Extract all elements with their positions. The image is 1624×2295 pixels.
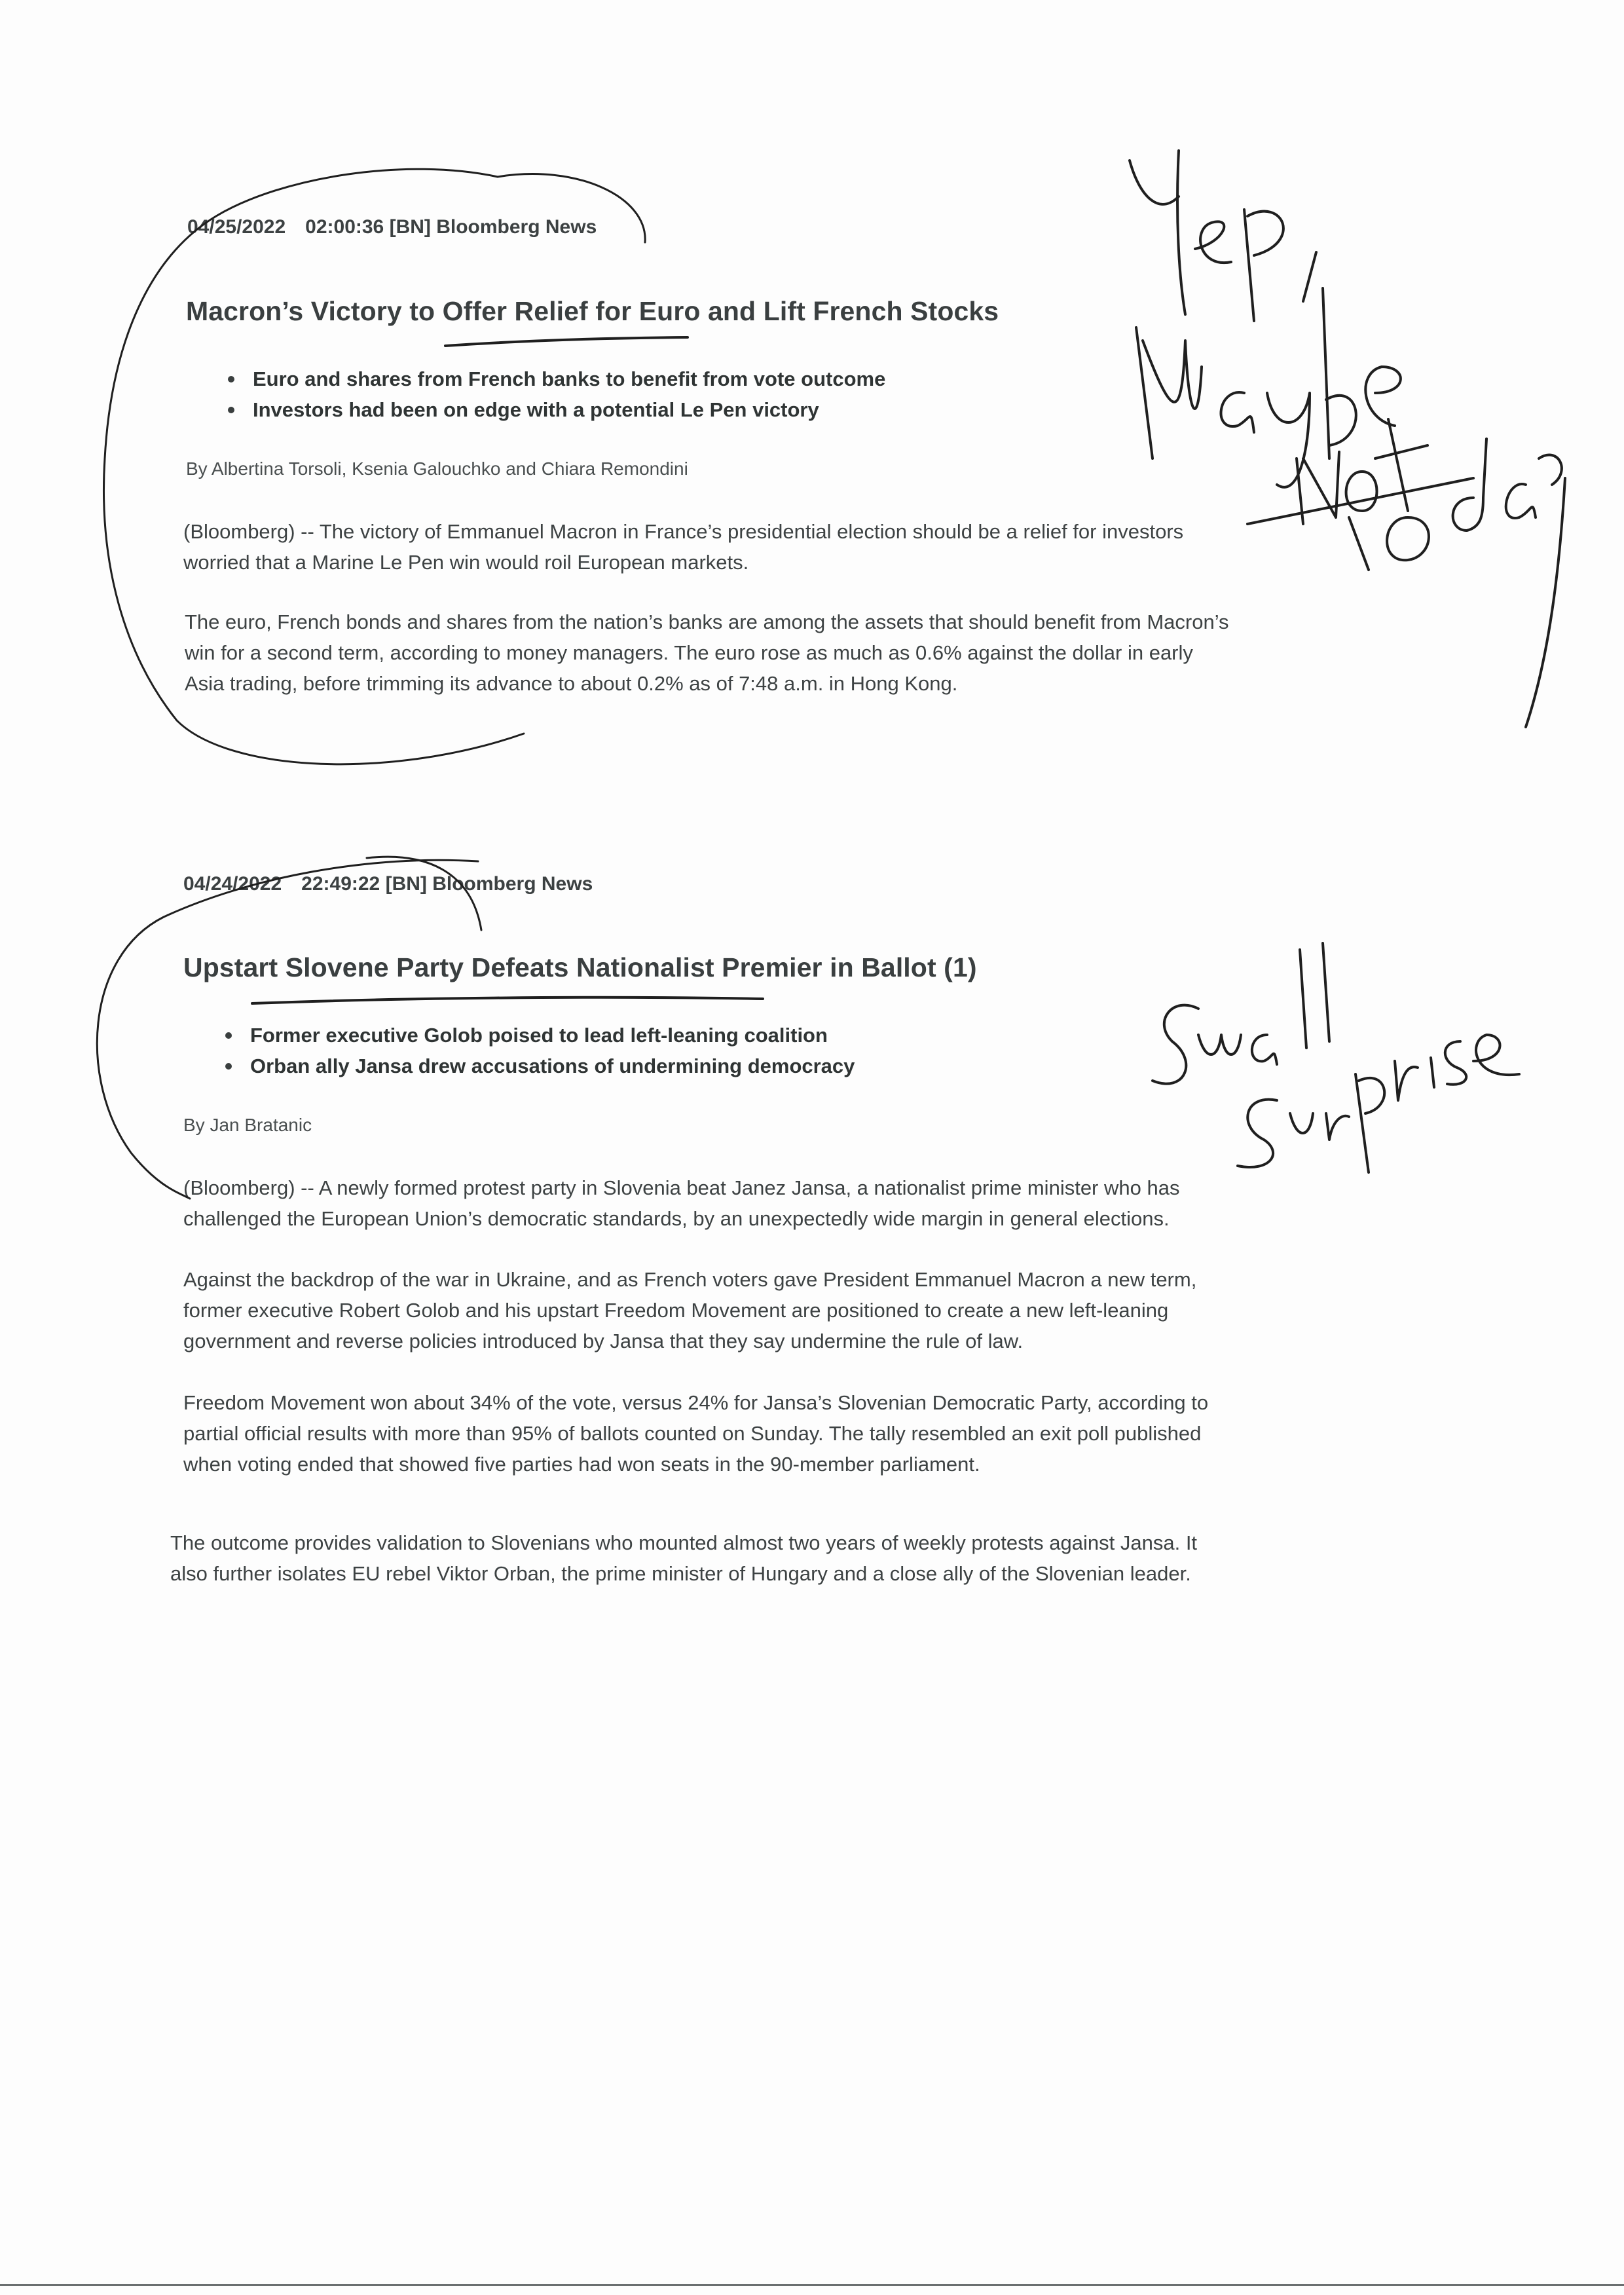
page-bottom-edge: [0, 2284, 1624, 2286]
article-2-dateline: [183, 873, 593, 895]
article-2-bullet: Former executive Golob poised to lead left-leaning coalition: [224, 1020, 855, 1051]
article-2-paragraph: [170, 1527, 1382, 1589]
article-1-bullet-list: [227, 364, 885, 425]
article-2-bullet: Orban ally Jansa drew accusations of undermining democracy: [224, 1051, 855, 1081]
paragraph-line: win for a second term, according to money managers. The euro rose as much as 0.6% against the dollar in early: [185, 641, 1193, 664]
paragraph-line: The euro, French bonds and shares from the nation’s banks are among the assets that should benefit from Macron’s: [185, 610, 1229, 633]
article-2-bullet-list: [224, 1020, 855, 1081]
ink-underline-headline-2: [252, 998, 763, 1003]
paragraph-line: (Bloomberg) -- The victory of Emmanuel Macron in France’s presidential election should be a relief for investors: [183, 520, 1184, 543]
article-2-byline: By Jan Bratanic: [183, 1115, 312, 1135]
article-1-byline: By Albertina Torsoli, Ksenia Galouchko and Chiara Remondini: [186, 458, 688, 479]
paragraph-line: when voting ended that showed five parties had won seats in the 90-member parliament.: [183, 1453, 980, 1476]
handwriting-small: [1153, 943, 1329, 1084]
handwriting-surprise: [1238, 1035, 1519, 1172]
article-1-dateline: [187, 216, 597, 238]
paragraph-line: Freedom Movement won about 34% of the vote, versus 24% for Jansa’s Slovenian Democratic Party, according to: [183, 1391, 1209, 1414]
handwriting-not: [1297, 419, 1428, 524]
ink-underline-headline-1: [445, 337, 688, 346]
article-2-headline: Upstart Slovene Party Defeats Nationalist Premier in Ballot (1): [183, 952, 977, 982]
article-1-time-source: 02:00:36 [BN] Bloomberg News: [305, 216, 597, 238]
paragraph-line: Against the backdrop of the war in Ukraine, and as French voters gave President Emmanuel Macron a new term,: [183, 1268, 1197, 1291]
article-1-date: 04/25/2022: [187, 216, 286, 238]
paragraph-line: government and reverse policies introduced by Jansa that they say undermine the rule of law.: [183, 1330, 1024, 1353]
handwriting-maybe: [1136, 288, 1401, 487]
article-2-paragraph: [183, 1172, 1356, 1234]
article-1-paragraph: [185, 606, 1357, 699]
paragraph-line: (Bloomberg) -- A newly formed protest party in Slovenia beat Janez Jansa, a nationalist prime minister who has: [183, 1176, 1180, 1199]
article-2-time-source: 22:49:22 [BN] Bloomberg News: [301, 873, 593, 895]
paragraph-line: also further isolates EU rebel Viktor Orban, the prime minister of Hungary and a close ally of the Slovenian leader.: [170, 1562, 1191, 1585]
article-1-paragraph: [183, 516, 1356, 578]
article-2-date: 04/24/2022: [183, 873, 282, 895]
article-1-bullet: Investors had been on edge with a potential Le Pen victory: [227, 394, 885, 425]
paragraph-line: former executive Robert Golob and his upstart Freedom Movement are positioned to create a new left-leaning: [183, 1299, 1169, 1322]
article-2-paragraph: [183, 1387, 1356, 1480]
article-1-bullet: Euro and shares from French banks to benefit from vote outcome: [227, 364, 885, 394]
paragraph-line: challenged the European Union’s democratic standards, by an unexpectedly wide margin in general elections.: [183, 1207, 1170, 1230]
article-1-headline: Macron’s Victory to Offer Relief for Euro and Lift French Stocks: [186, 296, 999, 326]
paragraph-line: The outcome provides validation to Slovenians who mounted almost two years of weekly protests against Jansa. It: [170, 1531, 1198, 1554]
handwriting-yep: [1130, 151, 1316, 321]
paragraph-line: Asia trading, before trimming its advance to about 0.2% as of 7:48 a.m. in Hong Kong.: [185, 672, 958, 695]
article-2-paragraph: [183, 1264, 1356, 1356]
paragraph-line: partial official results with more than 95% of ballots counted on Sunday. The tally resembled an exit poll published: [183, 1422, 1202, 1445]
paragraph-line: worried that a Marine Le Pen win would roil European markets.: [183, 551, 749, 574]
